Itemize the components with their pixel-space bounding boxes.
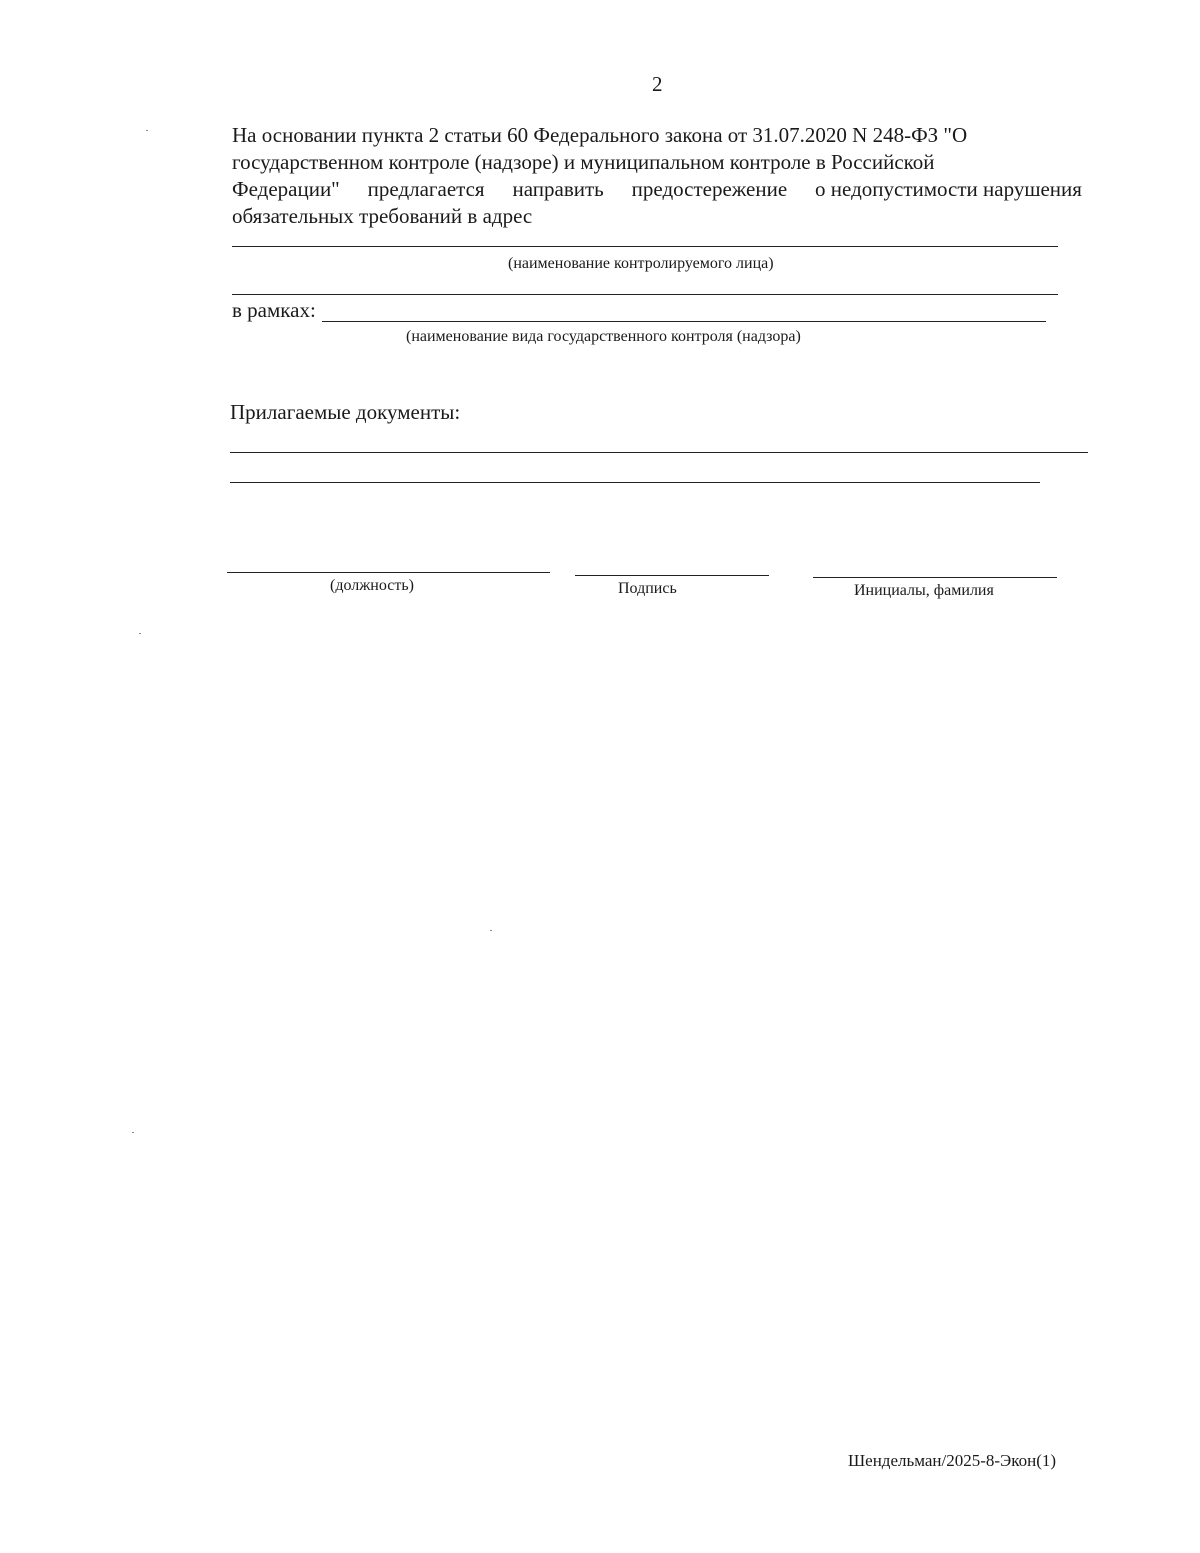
document-code: Шендельман/2025-8-Экон(1) <box>848 1451 1057 1470</box>
controlled-person-blank-line <box>232 246 1058 247</box>
paragraph-line-3-word: Федерации" <box>232 177 340 201</box>
control-type-caption: (наименование вида государственного контроля (надзора) <box>406 328 801 345</box>
scan-speck <box>139 633 141 634</box>
position-caption: (должность) <box>330 577 414 594</box>
attachments-blank-line-2 <box>230 482 1040 483</box>
name-blank-line <box>813 577 1057 578</box>
paragraph-line-1: На основании пункта 2 статьи 60 Федерального закона от 31.07.2020 N 248-ФЗ "О <box>232 123 968 147</box>
scan-speck <box>132 1132 134 1133</box>
paragraph-line-3-word: предостережение <box>631 177 788 201</box>
signature-caption: Подпись <box>618 580 677 597</box>
within-label: в рамках: <box>232 298 316 322</box>
paragraph-line-4: обязательных требований в адрес <box>232 204 533 228</box>
paragraph-line-3 <box>232 176 1082 203</box>
controlled-person-caption: (наименование контролируемого лица) <box>508 255 774 272</box>
paragraph-line-3-word: предлагается <box>367 177 485 201</box>
preamble-paragraph <box>232 122 1082 230</box>
position-blank-line <box>227 572 550 573</box>
paragraph-line-3-word: направить <box>512 177 604 201</box>
scan-speck <box>146 130 148 131</box>
name-caption: Инициалы, фамилия <box>854 582 994 599</box>
paragraph-line-2: государственном контроле (надзоре) и муниципальном контроле в Российской <box>232 150 935 174</box>
attachments-label: Прилагаемые документы: <box>230 400 461 424</box>
page-number: 2 <box>652 72 663 96</box>
paragraph-line-3-word: о недопустимости нарушения <box>815 177 1082 201</box>
control-type-blank-line <box>322 321 1046 322</box>
controlled-person-blank-line-2 <box>232 294 1058 295</box>
signature-blank-line <box>575 575 769 576</box>
scan-speck <box>490 930 492 931</box>
attachments-blank-line-1 <box>230 452 1088 453</box>
